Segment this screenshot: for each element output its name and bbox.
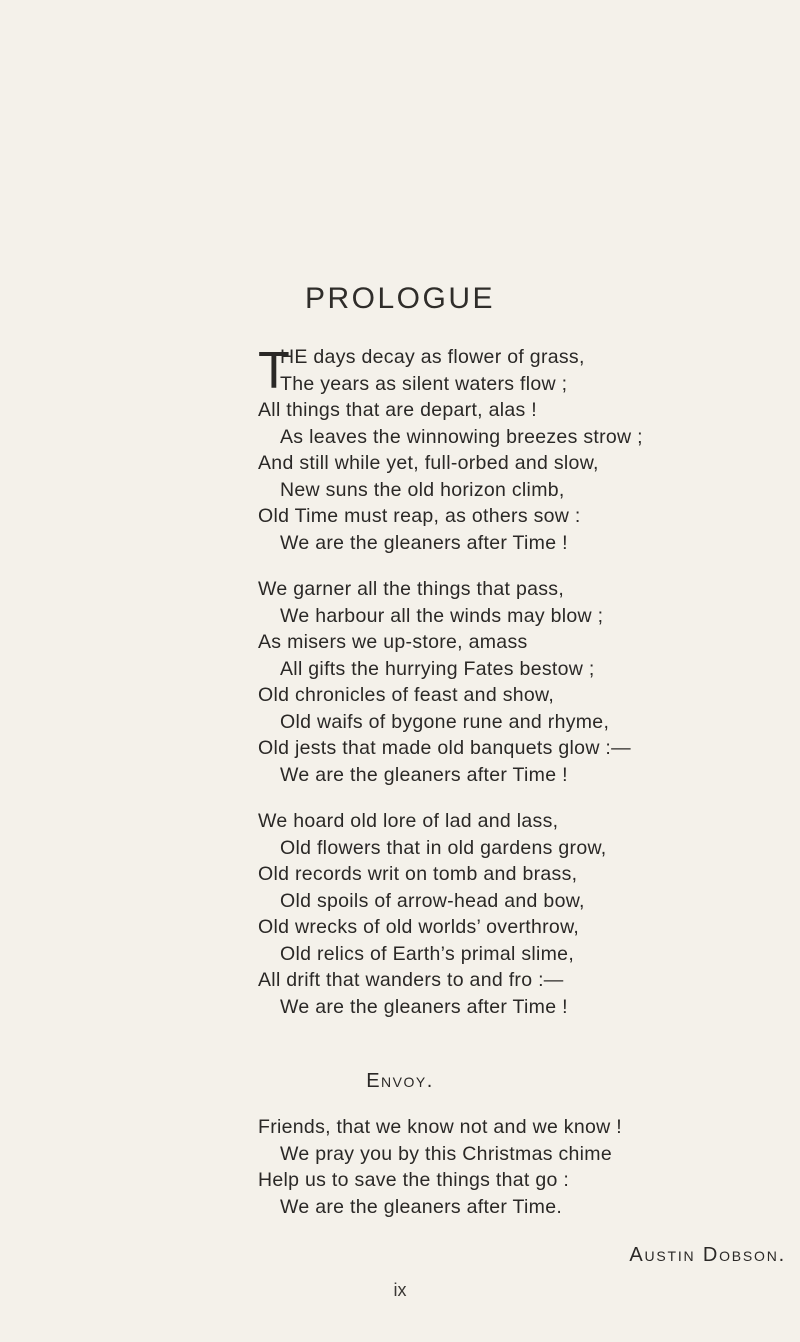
poem-line: Old relics of Earth’s primal slime, [280,942,575,965]
poem-line: Old chronicles of feast and show, [258,684,555,706]
poem-line: We hoard old lore of lad and lass, [258,810,559,832]
refrain-line: We are the gleaners after Time. [280,1195,563,1218]
poem-line: New suns the old horizon climb, [280,478,565,501]
stanza-3 [258,808,798,1020]
poem-line: And still while yet, full-orbed and slow, [258,452,599,474]
poem-line: Old spoils of arrow-head and bow, [280,889,585,912]
poem-line-text: HE days decay as flower of grass, [280,346,585,368]
poem-line: The years as silent waters flow ; [280,372,568,395]
stanza-1 [258,344,798,556]
refrain-line: We are the gleaners after Time ! [280,995,568,1018]
poem-line: Old jests that made old banquets glow :— [258,737,631,759]
poem-line: Help us to save the things that go : [258,1169,570,1191]
stanza-2 [258,576,798,788]
envoy-heading: Envoy. [366,1070,434,1092]
poem-line: All things that are depart, alas ! [258,399,538,421]
drop-cap: T [258,342,290,400]
poem-line: Friends, that we know not and we know ! [258,1116,622,1138]
author-signature: Austin Dobson. [629,1244,786,1266]
poem-line: We pray you by this Christmas chime [280,1142,612,1165]
poem-line: Old Time must reap, as others sow : [258,505,581,527]
refrain-line: We are the gleaners after Time ! [280,763,568,786]
poem-line: We garner all the things that pass, [258,578,565,600]
poem-line: As leaves the winnowing breezes strow ; [280,425,643,448]
page-title: PROLOGUE [304,282,496,315]
poem-line: Old waifs of bygone rune and rhyme, [280,710,610,733]
page-number: ix [393,1280,407,1300]
poem-body [258,344,798,1040]
poem-line: Old wrecks of old worlds’ overthrow, [258,916,580,938]
envoy-stanza [258,1114,798,1220]
poem-line: Old records writ on tomb and brass, [258,863,578,885]
poem-line: All drift that wanders to and fro :— [258,969,564,991]
poem-line: As misers we up-store, amass [258,631,528,653]
poem-line: All gifts the hurrying Fates bestow ; [280,657,595,680]
poem-line: Old flowers that in old gardens grow, [280,836,607,859]
poem-line: We harbour all the winds may blow ; [280,604,604,627]
refrain-line: We are the gleaners after Time ! [280,531,568,554]
